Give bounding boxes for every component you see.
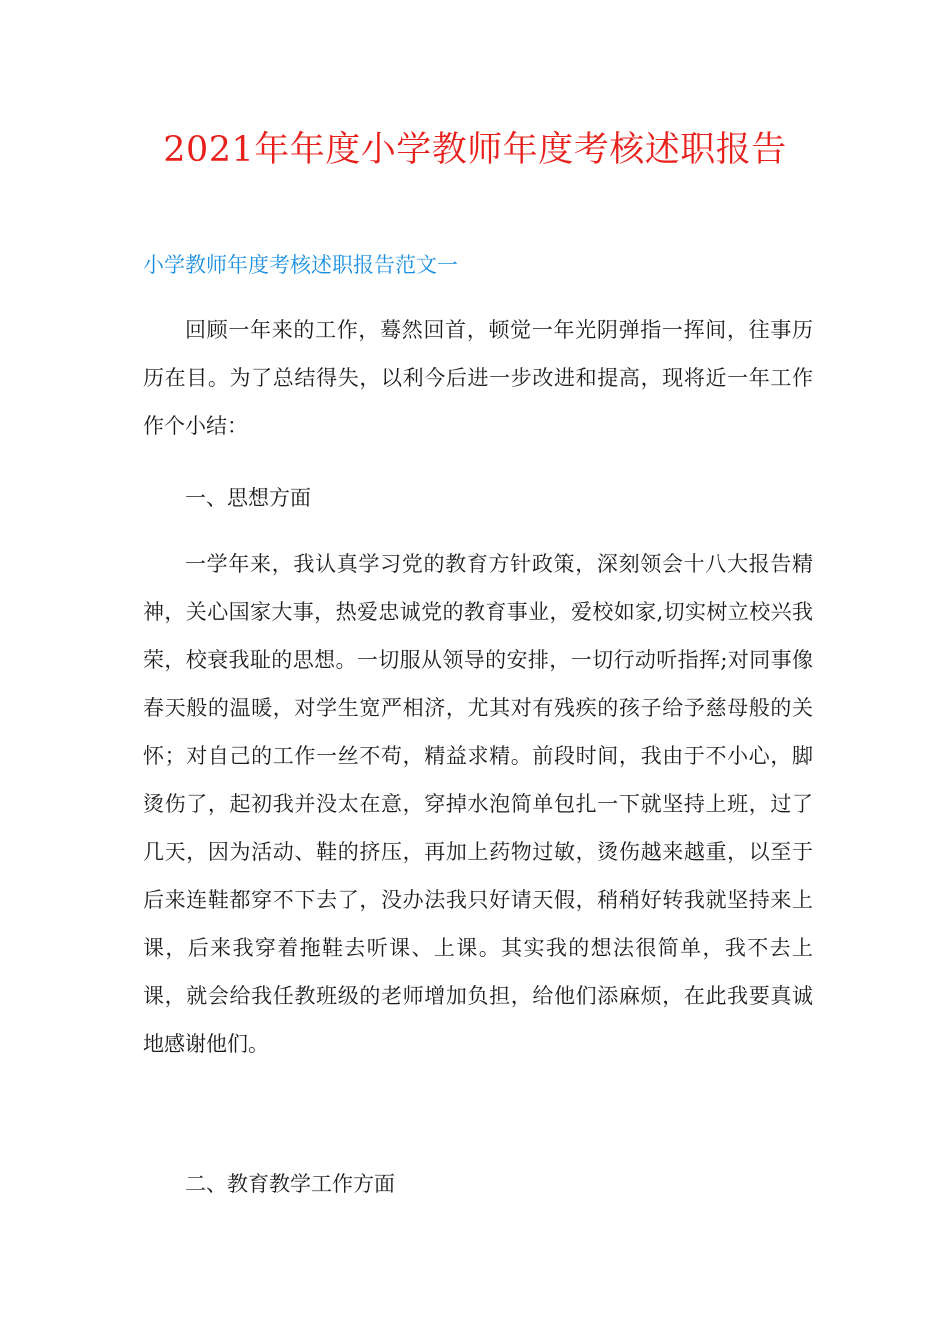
subheading-teaching: 二、教育教学工作方面 — [185, 1172, 395, 1196]
intro-paragraph: 回顾一年来的工作，蓦然回首，顿觉一年光阴弹指一挥间，往事历历在目。为了总结得失，以利今后进一步改进和提高，现将近一年工作作个小结： — [143, 318, 813, 438]
subheading-thought: 一、思想方面 — [185, 486, 311, 510]
document-title: 2021年年度小学教师年度考核述职报告 — [163, 130, 787, 170]
section-heading: 小学教师年度考核述职报告范文一 — [143, 253, 458, 277]
paragraph-thought: 一学年来，我认真学习党的教育方针政策，深刻领会十八大报告精神，关心国家大事，热爱忠诚党的教育事业，爱校如家,切实树立校兴我荣，校衰我耻的思想。一切服从领导的安排，一切行动听指挥;对同事像春天般的温暖，对学生宽严相济，尤其对有残疾的孩子给予慈母般的关怀；对自己的工作一丝不苟，精益求精。前段时间，我由于不小心，脚烫伤了，起初我并没太在意，穿掉水泡简单包扎一下就坚持上班，过了几天，因为活动、鞋的挤压，再加上药物过敏，烫伤越来越重，以至于后来连鞋都穿不下去了，没办法我只好请天假，稍稍好转我就坚持来上课，后来我穿着拖鞋去听课、上课。其实我的想法很简单，我不去上课，就会给我任教班级的老师增加负担，给他们添麻烦，在此我要真诚地感谢他们。 — [143, 552, 813, 1056]
